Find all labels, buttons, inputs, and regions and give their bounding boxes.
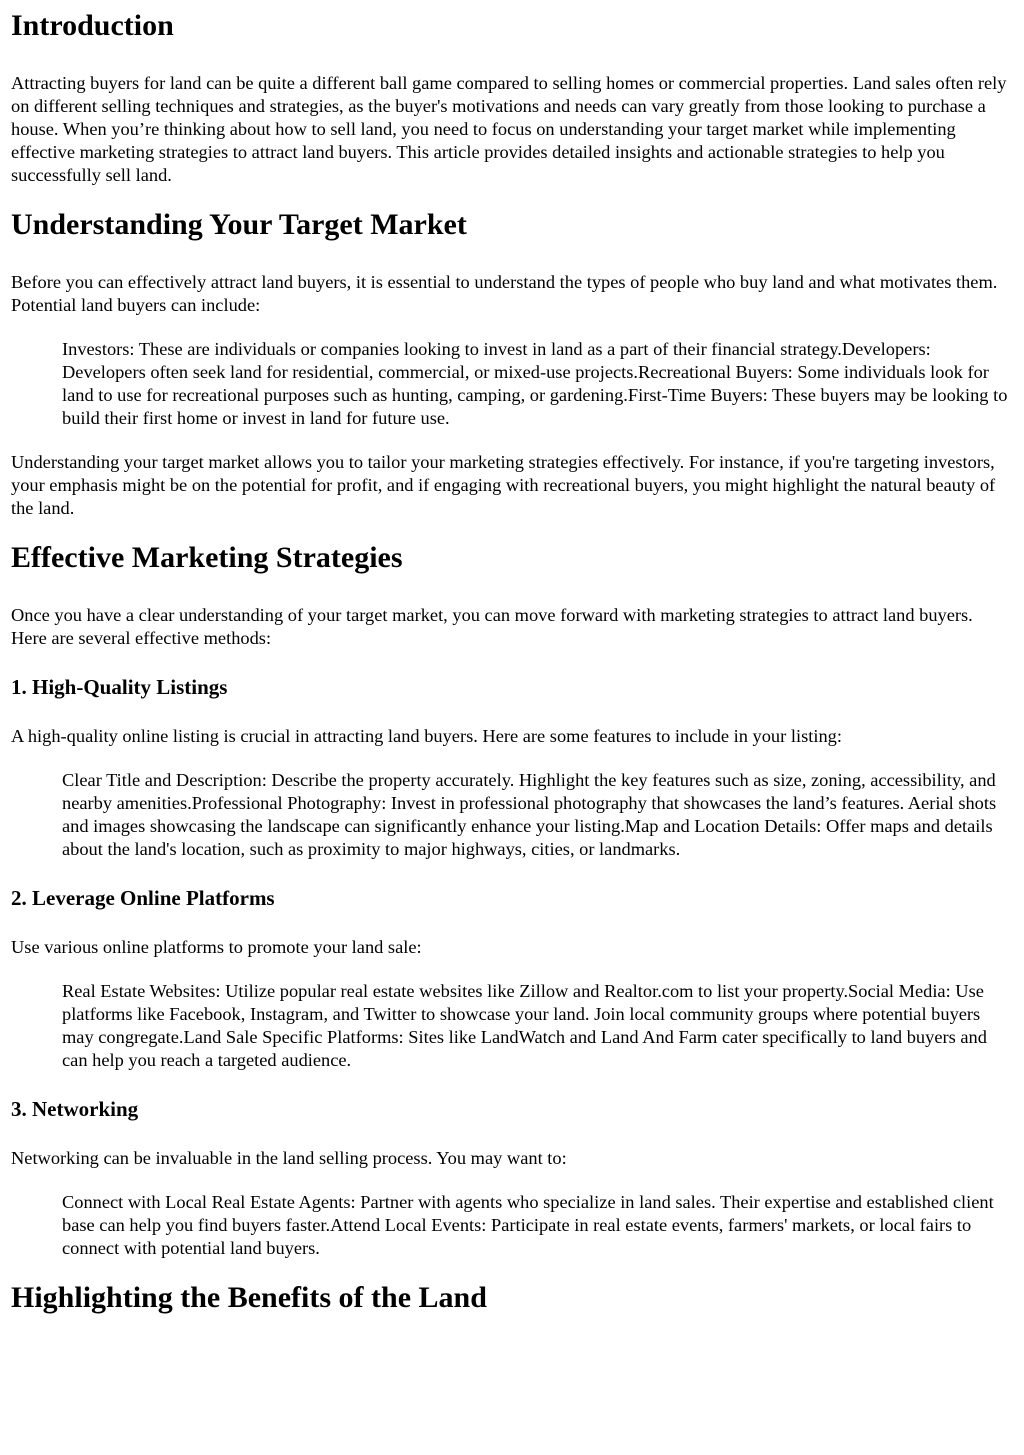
intro-paragraph: Attracting buyers for land can be quite a different ball game compared to selling homes or commercial properties. Land sales often rely on different selling techniques and strategies, as the buyer's motivations and needs can vary greatly from those looking to purchase a house. When you’re thinking about how to sell land, you need to focus on understanding your target market while implementing effective marketing strategies to attract land buyers. This article provides detailed insights and actionable strategies to help you successfully sell land. — [11, 73, 1007, 185]
market-heading: Understanding Your Target Market — [11, 208, 467, 241]
platforms-paragraph: Use various online platforms to promote your land sale: — [11, 937, 422, 957]
listings-paragraph: A high-quality online listing is crucial in attracting land buyers. Here are some features to include in your listing: — [11, 726, 842, 746]
networking-paragraph: Networking can be invaluable in the land selling process. You may want to: — [11, 1148, 567, 1168]
networking-heading: 3. Networking — [11, 1097, 139, 1121]
marketing-heading: Effective Marketing Strategies — [11, 541, 403, 574]
benefits-heading: Highlighting the Benefits of the Land — [11, 1281, 487, 1314]
intro-heading: Introduction — [11, 9, 174, 42]
buyer-types-quote: Investors: These are individuals or companies looking to invest in land as a part of their financial strategy.Developers: Developers often seek land for residential, commercial, or mixed-use projects.Recreational Buyers: Some individuals look for land to use for recreational purposes such as hunting, camping, or gardening.First-Time Buyers: These buyers may be looking to build their first home or invest in land for future use. — [62, 339, 1008, 428]
networking-quote: Connect with Local Real Estate Agents: Partner with agents who specialize in land sales. Their expertise and established client base can help you find buyers faster.Attend Local Events: Participate in real estate events, farmers' markets, or local fairs to connect with potential land buyers. — [62, 1192, 994, 1258]
platforms-quote: Real Estate Websites: Utilize popular real estate websites like Zillow and Realtor.com to list your property.Social Media: Use platforms like Facebook, Instagram, and Twitter to showcase your land. Join local community groups where potential buyers may congregate.Land Sale Specific Platforms: Sites like LandWatch and Land And Farm cater specifically to land buyers and can help you reach a targeted audience. — [62, 981, 987, 1070]
platforms-heading: 2. Leverage Online Platforms — [11, 886, 275, 910]
marketing-paragraph: Once you have a clear understanding of your target market, you can move forward with marketing strategies to attract land buyers. Here are several effective methods: — [11, 605, 973, 648]
market-paragraph: Before you can effectively attract land buyers, it is essential to understand the types of people who buy land and what motivates them. Potential land buyers can include: — [11, 272, 998, 315]
listing-features-quote: Clear Title and Description: Describe the property accurately. Highlight the key features such as size, zoning, accessibility, and nearby amenities.Professional Photography: Invest in professional photography that showcases the land’s features. Aerial shots and images showcasing the landscape can significantly enhance your listing.Map and Location Details: Offer maps and details about the land's location, such as proximity to major highways, cities, or landmarks. — [62, 770, 997, 859]
article — [0, 9, 1024, 1315]
market-paragraph-2: Understanding your target market allows you to tailor your marketing strategies effectively. For instance, if you're targeting investors, your emphasis might be on the potential for profit, and if engaging with recreational buyers, you might highlight the natural beauty of the land. — [11, 452, 996, 518]
listings-heading: 1. High-Quality Listings — [11, 675, 228, 699]
